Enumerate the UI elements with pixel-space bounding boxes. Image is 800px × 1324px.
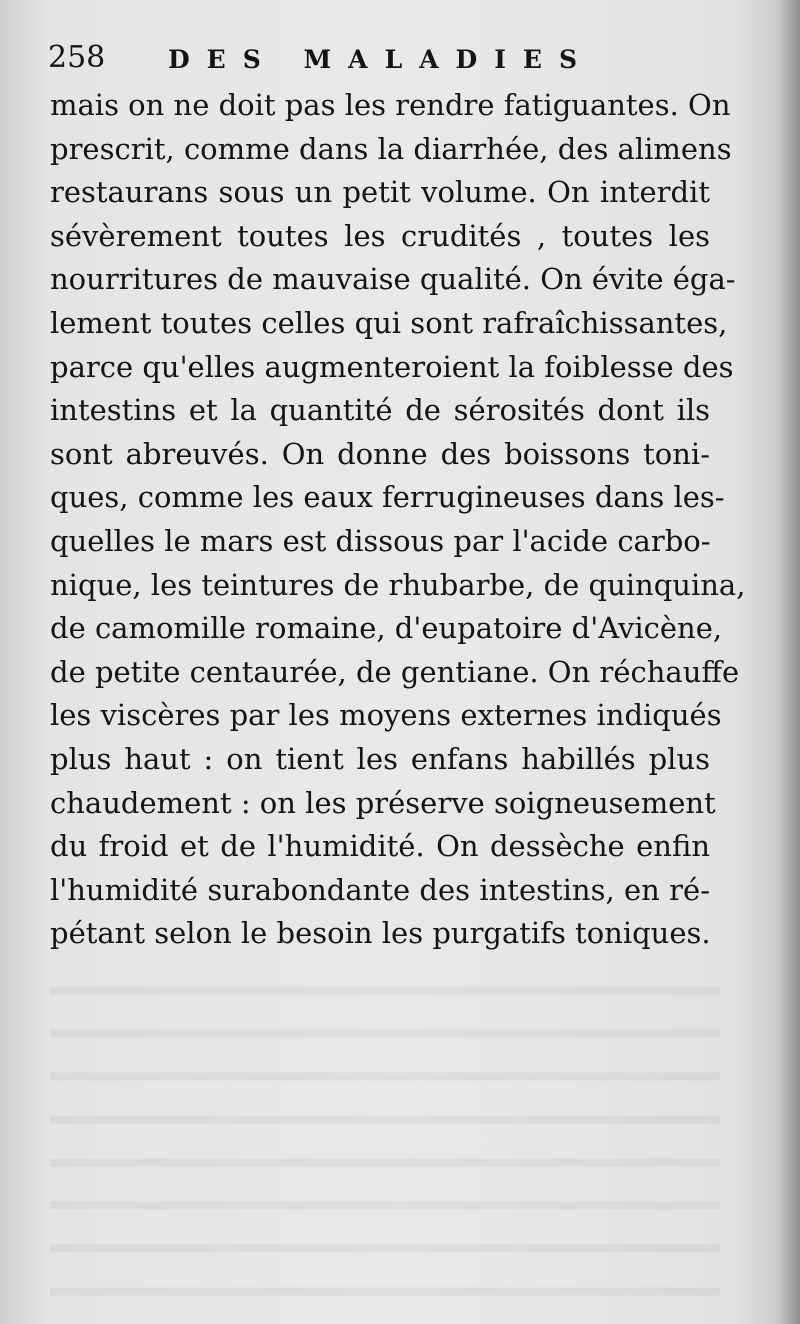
text-line: ques, comme les eaux ferrugineuses dans les-: [50, 480, 725, 515]
text-line: quelles le mars est dissous par l'acide carbo-: [50, 523, 711, 558]
page-header: [48, 38, 748, 82]
text-line: prescrit, comme dans la diarrhée, des alimens: [50, 131, 732, 166]
show-through-bleed: [50, 960, 720, 1320]
text-line: l'humidité surabondante des intestins, en ré-: [50, 872, 710, 907]
text-line: du froid et de l'humidité. On dessèche enfin: [50, 829, 710, 864]
text-line: nique, les teintures de rhubarbe, de quinquina,: [50, 567, 746, 602]
text-line: restaurans sous un petit volume. On interdit: [50, 175, 710, 210]
page-number: 258: [48, 40, 106, 75]
text-line: de petite centaurée, de gentiane. On réchauffe: [50, 654, 740, 689]
text-line: mais on ne doit pas les rendre fatiguantes. On: [50, 88, 731, 122]
text-line: sont abreuvés. On donne des boissons toni-: [50, 436, 710, 471]
text-line: les viscères par les moyens externes indiqués: [50, 698, 722, 733]
text-line: parce qu'elles augmenteroient la foiblesse des: [50, 349, 734, 384]
text-line: plus haut : on tient les enfans habillés plus: [50, 741, 710, 776]
page-edge-shadow: [778, 0, 800, 1324]
text-line: intestins et la quantité de sérosités dont ils: [50, 393, 710, 428]
text-line: lement toutes celles qui sont rafraîchissantes,: [50, 305, 728, 340]
text-line: pétant selon le besoin les purgatifs toniques.: [50, 916, 711, 951]
text-line: nourritures de mauvaise qualité. On évite éga-: [50, 262, 736, 297]
text-line: de camomille romaine, d'eupatoire d'Avicène,: [50, 611, 723, 646]
body-text: [50, 84, 746, 956]
text-line: sévèrement toutes les crudités , toutes les: [50, 218, 710, 253]
running-head: DES MALADIES: [168, 45, 595, 74]
text-line: chaudement : on les préserve soigneusement: [50, 785, 716, 820]
